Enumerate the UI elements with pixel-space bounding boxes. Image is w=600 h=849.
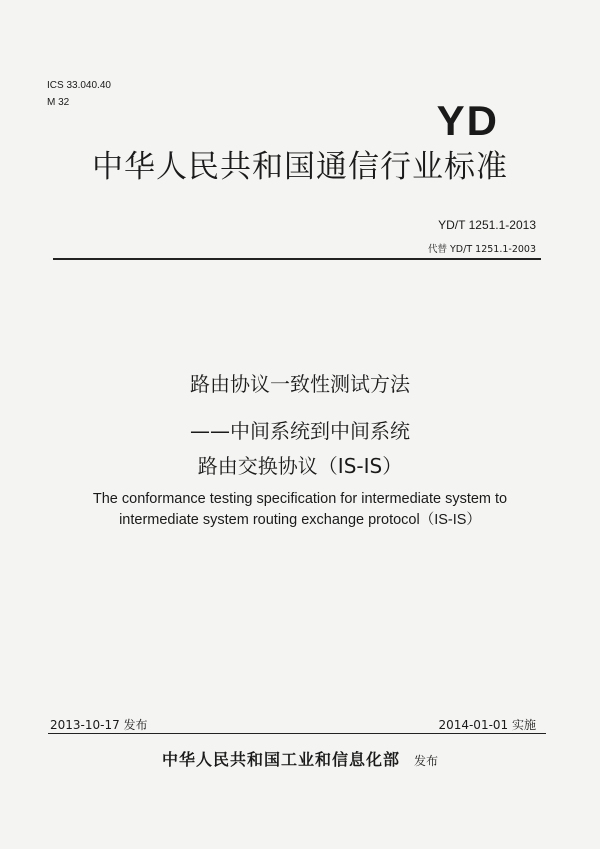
cn-title-line: 路由协议一致性测试方法 [190,372,410,396]
publisher-name: 中华人民共和国工业和信息化部 [161,750,400,769]
footer-divider [48,733,546,734]
cn-title-line: 路由交换协议（IS-IS） [197,454,403,478]
ics-code: ICS 33.040.40 [47,80,111,91]
publisher [0,747,600,770]
implementation-date: 2014-01-01 实施 [438,718,536,732]
classification-code: M 32 [47,97,70,108]
en-title-line: intermediate system routing exchange protocol（IS-IS） [119,512,481,528]
yd-logo: YD [436,97,499,144]
standard-number: YD/T 1251.1-2013 [438,218,536,232]
header-divider [53,258,541,260]
publish-action: 发布 [414,754,439,768]
standard-title: 中华人民共和国通信行业标准 [92,149,508,185]
cn-title-line: ——中间系统到中间系统 [190,419,410,443]
en-title-line: The conformance testing specification for intermediate system to [92,491,508,507]
replaces-standard: 代替 YD/T 1251.1-2003 [427,244,536,255]
issue-date: 2013-10-17 发布 [50,718,148,732]
